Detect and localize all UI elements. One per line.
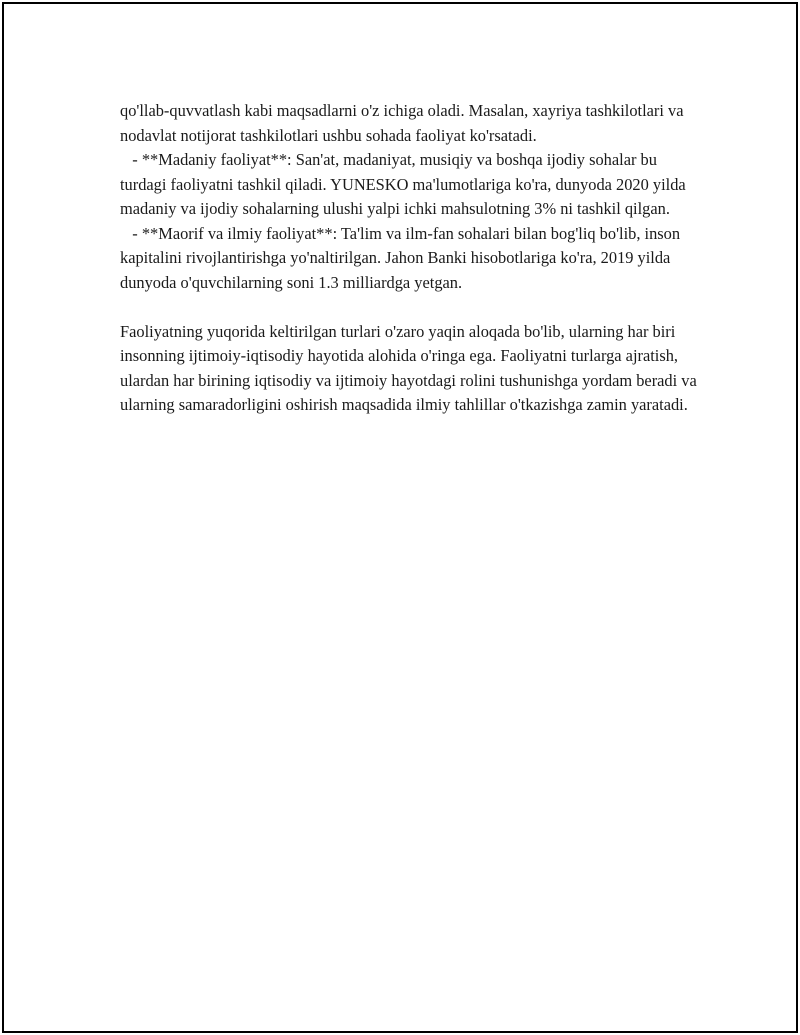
document-page	[2, 2, 798, 1033]
bullet-maorif-ilmiy-faoliyat: - **Maorif va ilmiy faoliyat**: Ta'lim va ilm-fan sohalari bilan bog'liq bo'lib, inson kapitalini rivojlantirishga yo'naltirilgan. Jahon Banki hisobotlariga ko'ra, 2019 yilda dunyoda o'quvchilarning soni 1.3 milliardga yetgan.	[120, 223, 685, 292]
paragraph-conclusion: Faoliyatning yuqorida keltirilgan turlari o'zaro yaqin aloqada bo'lib, ularning har biri insonning ijtimoiy-iqtisodiy hayotida alohida o'ringa ega. Faoliyatni turlarga ajratish, ulardan har birining iqtisodiy va ijtimoiy hayotdagi rolini tushunishga yordam beradi va ularning samaradorligini oshirish maqsadida ilmiy tahlillar o'tkazishga zamin yaratadi.	[120, 321, 701, 414]
paragraph-continuation: qo'llab-quvvatlash kabi maqsadlarni o'z ichiga oladi. Masalan, xayriya tashkilotlari va nodavlat notijorat tashkilotlari ushbu sohada faoliyat ko'rsatadi.	[120, 101, 688, 145]
bullet-madaniy-faoliyat: - **Madaniy faoliyat**: San'at, madaniyat, musiqiy va boshqa ijodiy sohalar bu turdagi faoliyatni tashkil qiladi. YUNESKO ma'lumotlariga ko'ra, dunyoda 2020 yilda madaniy va ijodiy sohalarning ulushi yalpi ichki mahsulotning 3% ni tashkil qilgan.	[120, 150, 690, 218]
document-body	[120, 99, 700, 418]
paragraph-gap	[120, 295, 700, 320]
